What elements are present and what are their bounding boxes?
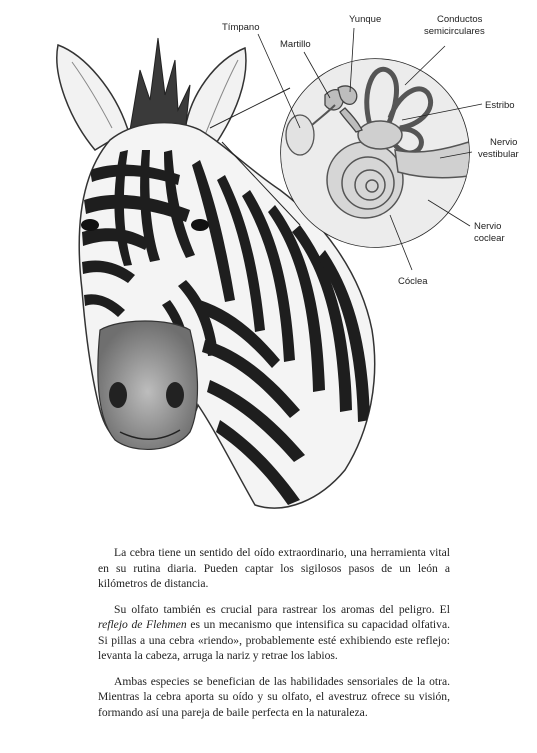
label-coclea: Cóclea: [398, 276, 428, 287]
zebra-left-eye: [81, 219, 99, 231]
label-timpano: Tímpano: [222, 22, 260, 33]
eardrum-shape: [286, 115, 314, 155]
label-nervio-coclear-2: coclear: [474, 233, 505, 244]
label-conductos: Conductos: [437, 14, 483, 25]
cochlea-shape: [327, 142, 403, 218]
label-nervio-coclear-1: Nervio: [474, 221, 502, 232]
paragraph-partnership: Ambas especies se benefician de las habilidades sensoriales de la otra. Mientras la cebra aporta su oído y su olfato, el avestruz ofrece su visión, formando así una pareja de baile perfecta en la naturaleza.: [98, 674, 450, 719]
paragraph-smell-part-2: es un mecanismo que intensifica su capacidad olfativa. Si pillas a una cebra «riendo», probablemente esté exhibiendo este reflejo: levanta la cabeza, arruga la nariz y retrae los labios.: [98, 618, 450, 662]
zebra-right-eye: [191, 219, 209, 231]
label-martillo: Martillo: [280, 39, 311, 50]
label-nervio-vestibular-2: vestibular: [478, 149, 519, 160]
body-text: [98, 545, 450, 730]
label-estribo: Estribo: [485, 100, 515, 111]
paragraph-smell: [98, 602, 450, 664]
inner-ear-zoom: [281, 59, 475, 247]
label-nervio-vestibular-1: Nervio: [490, 137, 518, 148]
label-semicirculares: semicirculares: [424, 26, 485, 37]
label-yunque: Yunque: [349, 14, 382, 25]
paragraph-smell-part-1: Su olfato también es crucial para rastrear los aromas del peligro. El: [114, 602, 450, 616]
zebra-mane: [130, 38, 190, 135]
flehmen-reflex-term: reflejo de Flehmen: [98, 618, 187, 631]
paragraph-hearing: La cebra tiene un sentido del oído extraordinario, una herramienta vital en su rutina diaria. Pueden captar los sigilosos pasos de un león a kilómetros de distancia.: [98, 546, 450, 590]
